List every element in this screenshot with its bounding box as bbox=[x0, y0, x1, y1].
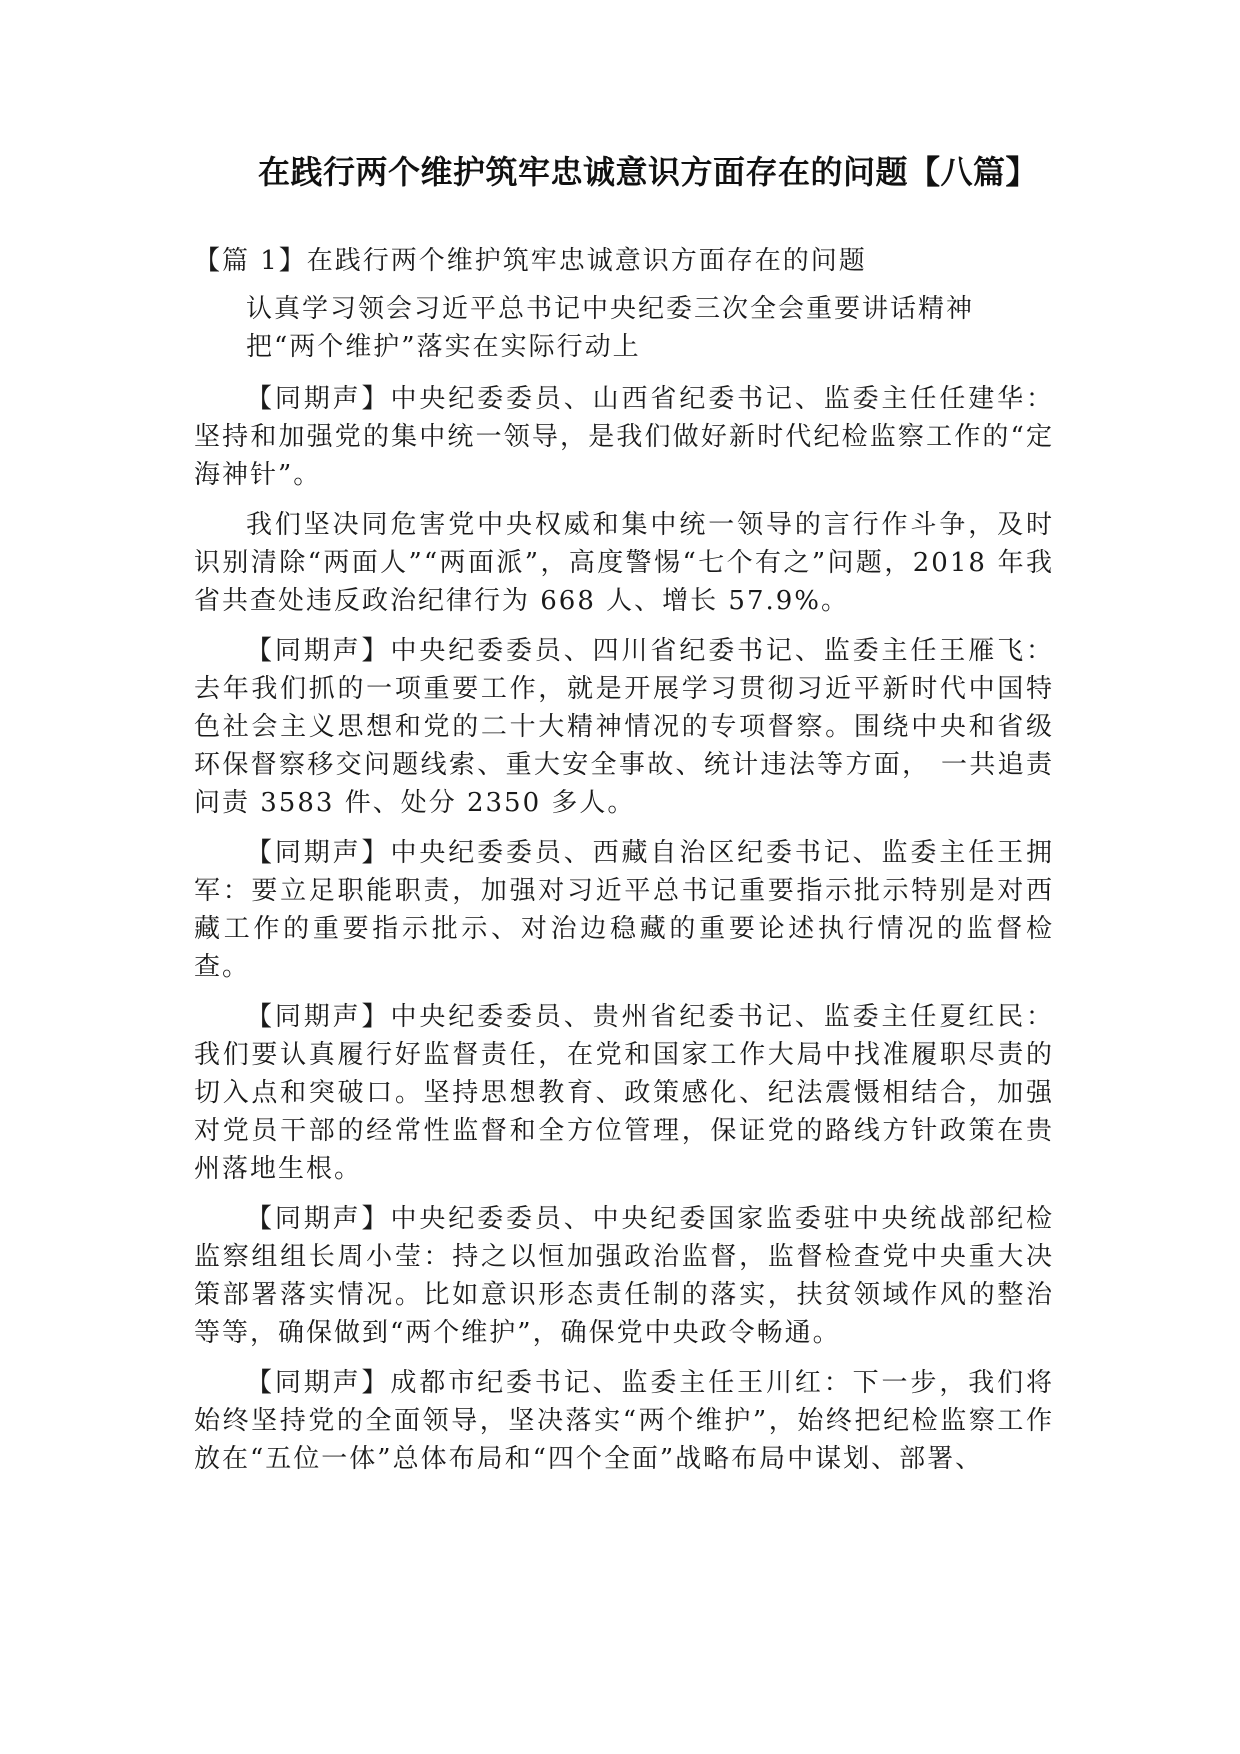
paragraph: 【同期声】中央纪委委员、山西省纪委书记、监委主任任建华：坚持和加强党的集中统一领导，是我们做好新时代纪检监察工作的“定海神针”。 bbox=[194, 384, 1054, 490]
subheading: 认真学习领会习近平总书记中央纪委三次全会重要讲话精神 bbox=[246, 294, 975, 324]
paragraph: 【同期声】中央纪委委员、西藏自治区纪委书记、监委主任王拥军：要立足职能职责，加强对习近平总书记重要指示批示特别是对西藏工作的重要指示批示、对治边稳藏的重要论述执行情况的监督检查。 bbox=[194, 838, 1054, 982]
document-title: 在践行两个维护筑牢忠诚意识方面存在的问题【八篇】 bbox=[258, 153, 1039, 191]
paragraph: 【同期声】成都市纪委书记、监委主任王川红：下一步，我们将始终坚持党的全面领导，坚决落实“两个维护”，始终把纪检监察工作放在“五位一体”总体布局和“四个全面”战略布局中谋划、部署、 bbox=[194, 1368, 1054, 1474]
paragraph: 【同期声】中央纪委委员、中央纪委国家监委驻中央统战部纪检监察组组长周小莹：持之以恒加强政治监督，监督检查党中央重大决策部署落实情况。比如意识形态责任制的落实，扶贫领域作风的整治等等，确保做到“两个维护”，确保党中央政令畅通。 bbox=[194, 1204, 1054, 1348]
paragraph: 【同期声】中央纪委委员、贵州省纪委书记、监委主任夏红民：我们要认真履行好监督责任，在党和国家工作大局中找准履职尽责的切入点和突破口。坚持思想教育、政策感化、纪法震慑相结合，加强对党员干部的经常性监督和全方位管理，保证党的路线方针政策在贵州落地生根。 bbox=[194, 1002, 1054, 1184]
paragraph: 【同期声】中央纪委委员、四川省纪委书记、监委主任王雁飞：去年我们抓的一项重要工作，就是开展学习贯彻习近平新时代中国特色社会主义思想和党的二十大精神情况的专项督察。围绕中央和省级环保督察移交问题线索、重大安全事故、统计违法等方面， 一共追责问责 3583 件、处分 2350 多人。 bbox=[194, 636, 1054, 818]
subheading: 把“两个维护”落实在实际行动上 bbox=[246, 332, 641, 362]
paragraph: 我们坚决同危害党中央权威和集中统一领导的言行作斗争，及时识别清除“两面人”“两面派”，高度警惕“七个有之”问题，2018 年我省共查处违反政治纪律行为 668 人、增长 57.9%。 bbox=[194, 510, 1054, 616]
document-body bbox=[194, 242, 1054, 1490]
section-heading: 【篇 1】在践行两个维护筑牢忠诚意识方面存在的问题 bbox=[194, 246, 867, 276]
